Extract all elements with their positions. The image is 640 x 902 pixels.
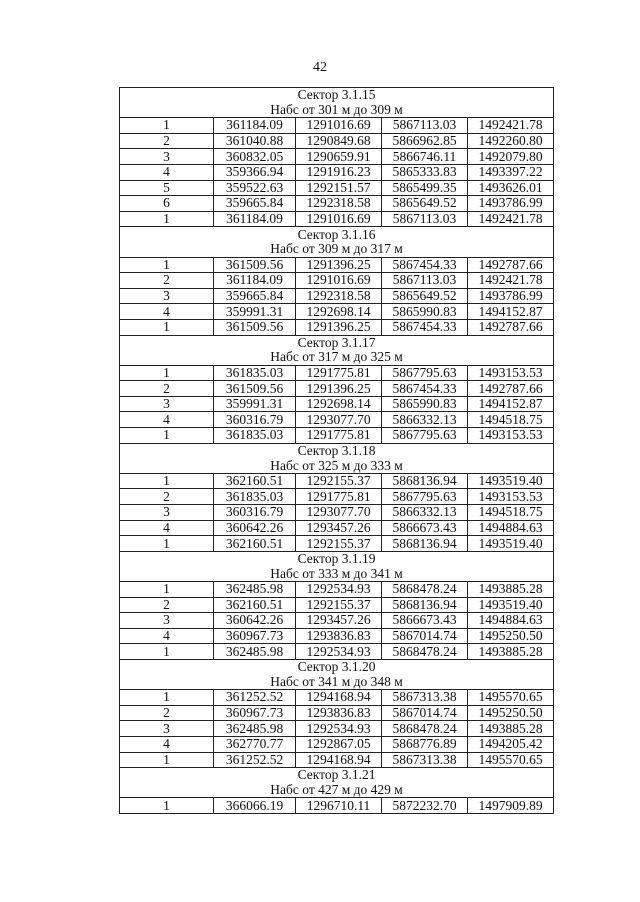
table-row — [120, 520, 554, 536]
coordinate-y-cell: 1292155.37 — [296, 536, 382, 552]
sector-height-range: Набс от 317 м до 325 м — [120, 350, 554, 365]
coordinate-x-cell: 362485.98 — [214, 721, 296, 737]
point-number-cell: 1 — [120, 798, 214, 814]
point-number-cell: 1 — [120, 473, 214, 489]
coordinate-x2-cell: 5865649.52 — [382, 196, 468, 212]
coordinate-y2-cell: 1493153.53 — [468, 365, 554, 381]
coordinate-x2-cell: 5867454.33 — [382, 381, 468, 397]
coordinate-y-cell: 1292318.58 — [296, 196, 382, 212]
table-row — [120, 505, 554, 521]
coordinate-x2-cell: 5867313.38 — [382, 690, 468, 706]
coordinate-x2-cell: 5867113.03 — [382, 118, 468, 134]
point-number-cell: 1 — [120, 257, 214, 273]
coordinate-y-cell: 1290659.91 — [296, 149, 382, 165]
table-row — [120, 752, 554, 768]
coordinate-x-cell: 359991.31 — [214, 396, 296, 412]
point-number-cell: 1 — [120, 690, 214, 706]
coordinate-x2-cell: 5866962.85 — [382, 133, 468, 149]
coordinate-y-cell: 1292318.58 — [296, 288, 382, 304]
table-row — [120, 536, 554, 552]
sector-title-row — [120, 659, 554, 674]
table-row — [120, 180, 554, 196]
point-number-cell: 1 — [120, 752, 214, 768]
table-row — [120, 412, 554, 428]
table-row — [120, 257, 554, 273]
coordinate-x-cell: 361184.09 — [214, 211, 296, 227]
point-number-cell: 2 — [120, 133, 214, 149]
sector-range-row — [120, 675, 554, 690]
coordinate-x2-cell: 5867795.63 — [382, 489, 468, 505]
page-number: 42 — [313, 60, 327, 75]
coordinate-x2-cell: 5865649.52 — [382, 288, 468, 304]
coordinate-x-cell: 366066.19 — [214, 798, 296, 814]
coordinate-y2-cell: 1493153.53 — [468, 489, 554, 505]
coordinate-y2-cell: 1495570.65 — [468, 690, 554, 706]
sector-title-row — [120, 88, 554, 103]
coordinate-x2-cell: 5867313.38 — [382, 752, 468, 768]
coordinate-y-cell: 1291916.23 — [296, 164, 382, 180]
coordinate-y-cell: 1292698.14 — [296, 396, 382, 412]
point-number-cell: 1 — [120, 536, 214, 552]
table-row — [120, 273, 554, 289]
coordinate-y2-cell: 1493885.28 — [468, 721, 554, 737]
table-row — [120, 473, 554, 489]
sector-title: Сектор 3.1.16 — [120, 227, 554, 242]
coordinate-y-cell: 1293457.26 — [296, 613, 382, 629]
coordinates-table-body — [120, 88, 554, 814]
coordinate-y-cell: 1292534.93 — [296, 644, 382, 660]
coordinate-y-cell: 1291775.81 — [296, 428, 382, 444]
coordinate-x2-cell: 5867113.03 — [382, 273, 468, 289]
coordinate-x-cell: 359665.84 — [214, 288, 296, 304]
coordinate-x-cell: 362485.98 — [214, 582, 296, 598]
table-row — [120, 149, 554, 165]
sector-title-row — [120, 335, 554, 350]
coordinate-y-cell: 1293077.70 — [296, 412, 382, 428]
sector-range-row — [120, 103, 554, 118]
point-number-cell: 6 — [120, 196, 214, 212]
sector-range-row — [120, 783, 554, 798]
coordinate-y-cell: 1291016.69 — [296, 273, 382, 289]
point-number-cell: 3 — [120, 505, 214, 521]
coordinate-y-cell: 1291396.25 — [296, 381, 382, 397]
coordinate-x-cell: 362485.98 — [214, 644, 296, 660]
coordinate-y2-cell: 1492421.78 — [468, 211, 554, 227]
coordinate-x2-cell: 5867795.63 — [382, 365, 468, 381]
point-number-cell: 4 — [120, 628, 214, 644]
table-row — [120, 133, 554, 149]
coordinate-x2-cell: 5865499.35 — [382, 180, 468, 196]
coordinates-table — [119, 87, 554, 814]
table-row — [120, 365, 554, 381]
coordinate-x2-cell: 5867454.33 — [382, 319, 468, 335]
coordinate-x2-cell: 5867014.74 — [382, 628, 468, 644]
table-row — [120, 798, 554, 814]
coordinate-x-cell: 359366.94 — [214, 164, 296, 180]
coordinate-y2-cell: 1492787.66 — [468, 257, 554, 273]
sector-height-range: Набс от 301 м до 309 м — [120, 103, 554, 118]
sector-height-range: Набс от 325 м до 333 м — [120, 458, 554, 473]
sector-title: Сектор 3.1.19 — [120, 551, 554, 566]
coordinate-y2-cell: 1494518.75 — [468, 412, 554, 428]
coordinate-y2-cell: 1493786.99 — [468, 196, 554, 212]
coordinate-y2-cell: 1493885.28 — [468, 582, 554, 598]
point-number-cell: 1 — [120, 118, 214, 134]
coordinate-y2-cell: 1495250.50 — [468, 628, 554, 644]
point-number-cell: 1 — [120, 211, 214, 227]
coordinate-x2-cell: 5868478.24 — [382, 721, 468, 737]
coordinate-y-cell: 1292534.93 — [296, 582, 382, 598]
coordinate-y2-cell: 1492421.78 — [468, 118, 554, 134]
coordinate-y-cell: 1296710.11 — [296, 798, 382, 814]
sector-title-row — [120, 768, 554, 783]
point-number-cell: 1 — [120, 365, 214, 381]
coordinate-y-cell: 1292698.14 — [296, 304, 382, 320]
coordinate-y-cell: 1290849.68 — [296, 133, 382, 149]
coordinate-x-cell: 359991.31 — [214, 304, 296, 320]
table-row — [120, 304, 554, 320]
table-row — [120, 597, 554, 613]
coordinate-x2-cell: 5867014.74 — [382, 705, 468, 721]
coordinate-x2-cell: 5868776.89 — [382, 736, 468, 752]
coordinate-x2-cell: 5868136.94 — [382, 473, 468, 489]
coordinate-x-cell: 360316.79 — [214, 505, 296, 521]
coordinate-x2-cell: 5872232.70 — [382, 798, 468, 814]
coordinate-x2-cell: 5866332.13 — [382, 412, 468, 428]
coordinate-y-cell: 1293457.26 — [296, 520, 382, 536]
point-number-cell: 4 — [120, 164, 214, 180]
sector-range-row — [120, 458, 554, 473]
point-number-cell: 4 — [120, 520, 214, 536]
coordinate-y-cell: 1292534.93 — [296, 721, 382, 737]
sector-range-row — [120, 350, 554, 365]
coordinate-x2-cell: 5868136.94 — [382, 597, 468, 613]
coordinate-y2-cell: 1497909.89 — [468, 798, 554, 814]
point-number-cell: 3 — [120, 396, 214, 412]
coordinate-y2-cell: 1492787.66 — [468, 381, 554, 397]
point-number-cell: 5 — [120, 180, 214, 196]
coordinate-x2-cell: 5867454.33 — [382, 257, 468, 273]
coordinate-x-cell: 359665.84 — [214, 196, 296, 212]
coordinate-x-cell: 361252.52 — [214, 690, 296, 706]
point-number-cell: 1 — [120, 319, 214, 335]
coordinate-x-cell: 361184.09 — [214, 118, 296, 134]
coordinate-y2-cell: 1493786.99 — [468, 288, 554, 304]
coordinate-x2-cell: 5868478.24 — [382, 582, 468, 598]
coordinate-y-cell: 1291016.69 — [296, 211, 382, 227]
coordinate-y2-cell: 1494152.87 — [468, 304, 554, 320]
coordinate-x2-cell: 5866673.43 — [382, 520, 468, 536]
coordinate-x-cell: 362160.51 — [214, 536, 296, 552]
sector-height-range: Набс от 309 м до 317 м — [120, 242, 554, 257]
table-row — [120, 381, 554, 397]
point-number-cell: 2 — [120, 273, 214, 289]
table-row — [120, 396, 554, 412]
point-number-cell: 2 — [120, 381, 214, 397]
coordinate-x2-cell: 5866746.11 — [382, 149, 468, 165]
coordinate-y2-cell: 1493153.53 — [468, 428, 554, 444]
table-row — [120, 644, 554, 660]
coordinate-x2-cell: 5866673.43 — [382, 613, 468, 629]
coordinate-y-cell: 1291016.69 — [296, 118, 382, 134]
coordinate-x2-cell: 5868136.94 — [382, 536, 468, 552]
table-row — [120, 721, 554, 737]
coordinate-x-cell: 359522.63 — [214, 180, 296, 196]
coordinate-y-cell: 1294168.94 — [296, 752, 382, 768]
coordinate-y2-cell: 1494205.42 — [468, 736, 554, 752]
coordinate-x-cell: 360967.73 — [214, 628, 296, 644]
coordinate-y-cell: 1292867.05 — [296, 736, 382, 752]
table-row — [120, 319, 554, 335]
sector-range-row — [120, 242, 554, 257]
point-number-cell: 1 — [120, 428, 214, 444]
coordinate-x-cell: 360967.73 — [214, 705, 296, 721]
table-row — [120, 164, 554, 180]
coordinate-y2-cell: 1492421.78 — [468, 273, 554, 289]
table-row — [120, 118, 554, 134]
coordinate-y-cell: 1294168.94 — [296, 690, 382, 706]
coordinate-x-cell: 361835.03 — [214, 365, 296, 381]
coordinate-x-cell: 361835.03 — [214, 428, 296, 444]
coordinate-x-cell: 361835.03 — [214, 489, 296, 505]
coordinate-x2-cell: 5865333.83 — [382, 164, 468, 180]
table-row — [120, 582, 554, 598]
coordinate-y2-cell: 1492079.80 — [468, 149, 554, 165]
point-number-cell: 2 — [120, 597, 214, 613]
point-number-cell: 3 — [120, 288, 214, 304]
coordinate-x2-cell: 5868478.24 — [382, 644, 468, 660]
table-row — [120, 690, 554, 706]
sector-title: Сектор 3.1.15 — [120, 88, 554, 103]
coordinate-y2-cell: 1493519.40 — [468, 536, 554, 552]
point-number-cell: 4 — [120, 412, 214, 428]
coordinate-y2-cell: 1494884.63 — [468, 613, 554, 629]
sector-height-range: Набс от 333 м до 341 м — [120, 566, 554, 581]
coordinate-y-cell: 1293836.83 — [296, 628, 382, 644]
coordinate-y2-cell: 1492787.66 — [468, 319, 554, 335]
coordinate-y2-cell: 1495570.65 — [468, 752, 554, 768]
sector-title-row — [120, 443, 554, 458]
coordinate-y2-cell: 1494518.75 — [468, 505, 554, 521]
coordinate-y-cell: 1292151.57 — [296, 180, 382, 196]
table-row — [120, 428, 554, 444]
coordinate-x-cell: 362160.51 — [214, 473, 296, 489]
coordinate-x-cell: 362160.51 — [214, 597, 296, 613]
coordinate-y2-cell: 1493885.28 — [468, 644, 554, 660]
coordinate-y-cell: 1293836.83 — [296, 705, 382, 721]
table-row — [120, 211, 554, 227]
table-row — [120, 288, 554, 304]
sector-title-row — [120, 551, 554, 566]
coordinate-x-cell: 361509.56 — [214, 319, 296, 335]
coordinate-x2-cell: 5865990.83 — [382, 304, 468, 320]
point-number-cell: 3 — [120, 613, 214, 629]
table-row — [120, 196, 554, 212]
table-row — [120, 705, 554, 721]
coordinate-y2-cell: 1493397.22 — [468, 164, 554, 180]
coordinate-y-cell: 1293077.70 — [296, 505, 382, 521]
coordinate-x-cell: 360832.05 — [214, 149, 296, 165]
sector-height-range: Набс от 427 м до 429 м — [120, 783, 554, 798]
coordinate-x2-cell: 5867795.63 — [382, 428, 468, 444]
point-number-cell: 4 — [120, 304, 214, 320]
sector-range-row — [120, 566, 554, 581]
table-row — [120, 736, 554, 752]
table-row — [120, 613, 554, 629]
coordinate-y-cell: 1291775.81 — [296, 489, 382, 505]
coordinate-x-cell: 361509.56 — [214, 381, 296, 397]
point-number-cell: 1 — [120, 644, 214, 660]
coordinate-x-cell: 361040.88 — [214, 133, 296, 149]
sector-title: Сектор 3.1.17 — [120, 335, 554, 350]
coordinate-y-cell: 1291396.25 — [296, 319, 382, 335]
coordinate-y2-cell: 1493626.01 — [468, 180, 554, 196]
coordinate-x-cell: 360642.26 — [214, 520, 296, 536]
point-number-cell: 3 — [120, 721, 214, 737]
coordinate-x-cell: 360642.26 — [214, 613, 296, 629]
coordinate-y2-cell: 1493519.40 — [468, 597, 554, 613]
sector-title: Сектор 3.1.21 — [120, 768, 554, 783]
coordinate-x-cell: 361509.56 — [214, 257, 296, 273]
sector-height-range: Набс от 341 м до 348 м — [120, 675, 554, 690]
coordinate-x-cell: 361184.09 — [214, 273, 296, 289]
coordinate-y2-cell: 1493519.40 — [468, 473, 554, 489]
coordinate-y-cell: 1291775.81 — [296, 365, 382, 381]
coordinate-y-cell: 1292155.37 — [296, 597, 382, 613]
table-row — [120, 628, 554, 644]
coordinate-x-cell: 360316.79 — [214, 412, 296, 428]
coordinate-x-cell: 361252.52 — [214, 752, 296, 768]
coordinate-y2-cell: 1494884.63 — [468, 520, 554, 536]
point-number-cell: 2 — [120, 705, 214, 721]
point-number-cell: 3 — [120, 149, 214, 165]
coordinate-y2-cell: 1495250.50 — [468, 705, 554, 721]
table-row — [120, 489, 554, 505]
coordinate-y2-cell: 1494152.87 — [468, 396, 554, 412]
coordinate-x2-cell: 5867113.03 — [382, 211, 468, 227]
coordinate-x-cell: 362770.77 — [214, 736, 296, 752]
point-number-cell: 1 — [120, 582, 214, 598]
coordinate-y-cell: 1292155.37 — [296, 473, 382, 489]
point-number-cell: 2 — [120, 489, 214, 505]
coordinate-y-cell: 1291396.25 — [296, 257, 382, 273]
coordinate-x2-cell: 5865990.83 — [382, 396, 468, 412]
sector-title-row — [120, 227, 554, 242]
coordinate-x2-cell: 5866332.13 — [382, 505, 468, 521]
coordinate-y2-cell: 1492260.80 — [468, 133, 554, 149]
sector-title: Сектор 3.1.20 — [120, 659, 554, 674]
point-number-cell: 4 — [120, 736, 214, 752]
sector-title: Сектор 3.1.18 — [120, 443, 554, 458]
